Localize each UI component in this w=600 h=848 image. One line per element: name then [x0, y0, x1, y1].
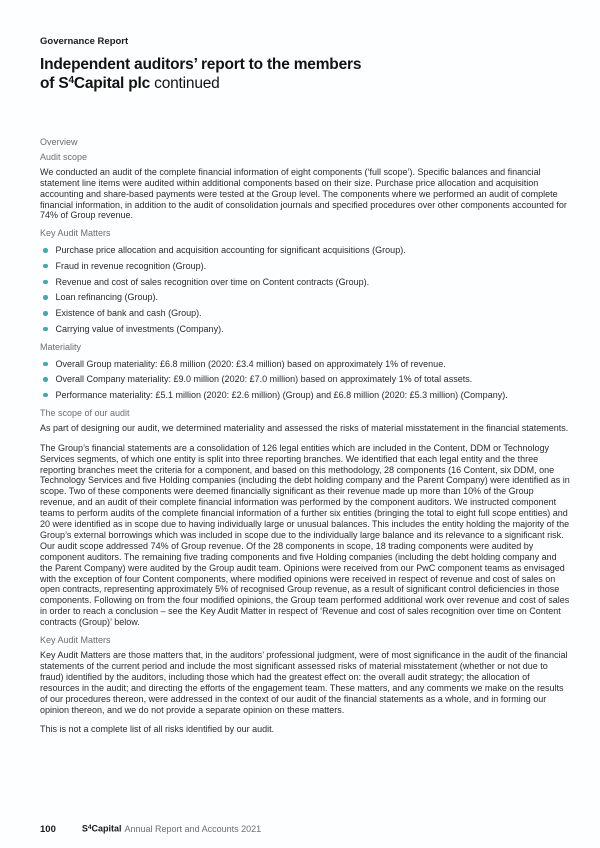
heading-overview: Overview [40, 137, 78, 147]
list-item-text: Existence of bank and cash (Group). [55, 308, 202, 319]
title-line1: Independent auditors’ report to the members [40, 56, 362, 73]
list-item-text: Revenue and cost of sales recognition over time on Content contracts (Group). [55, 276, 370, 287]
bullet-dot-icon [43, 295, 48, 300]
brand-superscript-4: 4 [87, 824, 92, 831]
heading-key-audit-matters-2: Key Audit Matters [40, 635, 111, 646]
bullet-dot-icon [43, 362, 48, 367]
heading-scope-of-audit: The scope of our audit [40, 407, 130, 418]
key-audit-matters-list [40, 245, 570, 334]
page-title [40, 56, 560, 93]
list-item [40, 359, 570, 370]
list-item [40, 261, 570, 272]
list-item-text: Loan refinancing (Group). [55, 292, 159, 303]
heading-materiality: Materiality [40, 341, 82, 352]
title-line2-prefix: of S [40, 74, 69, 92]
bullet-dot-icon [43, 327, 48, 332]
list-item [40, 292, 570, 303]
bullet-dot-icon [43, 280, 48, 285]
list-item [40, 308, 570, 319]
bullet-dot-icon [43, 393, 48, 398]
footer-report-title: Annual Report and Accounts 2021 [124, 823, 262, 834]
bullet-dot-icon [43, 264, 48, 269]
heading-key-audit-matters: Key Audit Matters [40, 228, 111, 239]
brand-prefix: S [81, 823, 88, 834]
list-item [40, 374, 570, 385]
list-item [40, 277, 570, 288]
brand-suffix: Capital [91, 823, 122, 834]
bullet-dot-icon [43, 248, 48, 253]
bullet-dot-icon [43, 311, 48, 316]
list-item [40, 390, 570, 401]
scope-detail-paragraph: The Group’s financial statements are a consolidation of 126 legal entities which are included in the Content, DDM or Technology Services segments, of which one entity is split into three reporting branches. We identified that each legal entity and the three reporting branches meet the criteria for a component, and based on this methodology, 28 components (16 Content, six DDM, one Technology Services and five Holding companies (including the debt holding company and the Parent Company) were identified as in scope. Two of these components were deemed financially significant as their revenue made up more than 10% of the Group revenue, and an audit of their complete financial information was performed by the component auditors. We instructed component teams to perform audits of the complete financial information of a further six entities (bringing the total to eight full scope entities) and 20 were identified as in scope due to having individually large or unusual balances. This includes the entity holding the majority of the Group’s external borrowings which was included in scope due to the individually large balance and its relevance to a significant risk. Our audit scope addressed 74% of Group revenue. Of the 28 components in scope, 18 trading components were audited by component auditors. The remaining five trading components and five Holding companies (including the debt holding company and the Parent Company) were audited by the Group audit team. Opinions were received from our PwC component teams as envisaged with the exception of four Content components, where modified opinions were received in respect of revenue and cost of sales on open contracts, representing approximately 5% of recognised Group revenue, as a result of significant control deficiencies in those components. Following on from the four modified opinions, the Group team performed additional work over revenue and cost of sales in order to reach a conclusion – see the Key Audit Matter in respect of ‘Revenue and cost of sales recognition over time on Content contracts (Group)’ below. [40, 442, 570, 628]
title-line2-bold: Capital plc [73, 74, 151, 92]
list-item-text: Performance materiality: £5.1 million (2020: £2.6 million) (Group) and £6.8 million (2020: £5.3 million) (Company). [55, 389, 508, 400]
list-item-text: Carrying value of investments (Company). [55, 323, 224, 334]
list-item [40, 324, 570, 335]
key-audit-matters-paragraph: Key Audit Matters are those matters that, in the auditors’ professional judgment, were of most significance in the audit of the financial statements of the current period and include the most significant assessed risks of material misstatement (whether or not due to fraud) identified by the auditors, including those which had the greatest effect on: the overall audit strategy; the allocation of resources in the audit; and directing the efforts of the engagement team. These matters, and any comments we make on the results of our procedures thereon, were addressed in the context of our audit of the financial statements as a whole, and in forming our opinion thereon, and we do not provide a separate opinion on these matters. [40, 650, 568, 715]
superscript-4: 4 [68, 74, 74, 86]
scope-intro-paragraph: As part of designing our audit, we determined materiality and assessed the risks of material misstatement in the financial statements. [40, 422, 569, 433]
list-item-text: Overall Company materiality: £9.0 million (2020: £7.0 million) based on approximately 1% of total assets. [55, 374, 473, 385]
page-number: 100 [40, 823, 56, 835]
list-item-text: Fraud in revenue recognition (Group). [55, 260, 207, 271]
audit-scope-paragraph: We conducted an audit of the complete financial information of eight components (‘full scope’). Specific balances and financial statement line items were audited within additional components based on their size. Purchase price allocation and acquisition accounting and share-based payments were tested at the Group level. The components where we performed an audit of complete financial information, in addition to the audit of consolidation journals and specified procedures over other components accounted for 74% of Group revenue. [40, 166, 567, 221]
heading-audit-scope: Audit scope [40, 151, 88, 162]
footer-brand [82, 822, 122, 835]
page-footer [40, 822, 261, 835]
list-item-text: Purchase price allocation and acquisition accounting for significant acquisitions (Group). [55, 245, 406, 256]
list-item-text: Overall Group materiality: £6.8 million (2020: £3.4 million) based on approximately 1% of revenue. [55, 358, 446, 369]
title-continued-label: continued [150, 74, 220, 92]
list-item [40, 245, 570, 256]
bullet-dot-icon [43, 377, 48, 382]
materiality-list [40, 359, 570, 401]
section-eyebrow: Governance Report [40, 36, 129, 47]
closing-note: This is not a complete list of all risks identified by our audit. [40, 724, 275, 735]
main-content [40, 137, 570, 735]
